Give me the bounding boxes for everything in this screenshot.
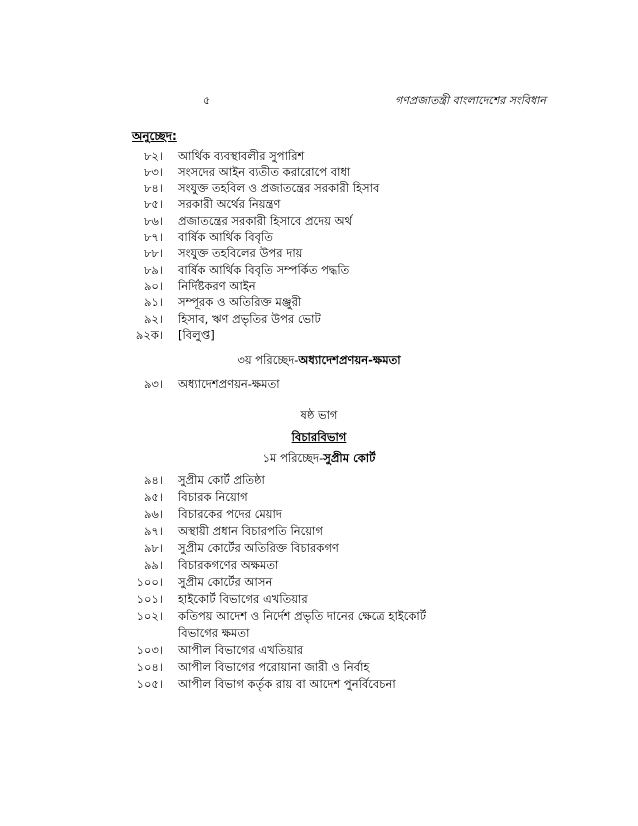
list-item <box>0 196 638 212</box>
article-title: সম্পূরক ও অতিরিক্ত মঞ্জুরী <box>178 295 302 309</box>
list-item <box>0 523 638 539</box>
list-item <box>0 659 638 675</box>
list-item <box>0 376 638 392</box>
article-number: ৯৬। <box>143 507 163 521</box>
article-title: বিচারক নিয়োগ <box>178 490 248 504</box>
toc-label: অনুচ্ছেদ: <box>132 129 177 143</box>
article-title: সংযুক্ত তহবিল ও প্রজাতন্ত্রের সরকারী হিসাব <box>178 181 380 195</box>
article-title: আর্থিক ব্যবস্থাবলীর সুপারিশ <box>178 149 305 163</box>
list-item <box>0 278 638 294</box>
article-title: সুপ্রীম কোর্টের আসন <box>178 575 273 589</box>
article-number: ৯১। <box>143 295 163 309</box>
article-number: ৮৮। <box>143 246 163 260</box>
article-number: ৮৯। <box>143 263 163 277</box>
list-item <box>0 506 638 522</box>
article-number: ৮২। <box>143 149 163 163</box>
list-item <box>0 180 638 196</box>
article-title: সরকারী অর্থের নিয়ন্ত্রণ <box>178 197 281 211</box>
list-item <box>0 591 638 607</box>
list-item <box>0 557 638 573</box>
article-number: ৯২ক। <box>135 328 163 342</box>
list-item <box>0 642 638 658</box>
list-item <box>0 245 638 261</box>
article-number: ৯০। <box>143 279 163 293</box>
article-number: ১০২। <box>136 609 163 623</box>
list-item <box>0 540 638 556</box>
article-title: বিচারকের পদের মেয়াদ <box>178 507 282 521</box>
list-item <box>0 489 638 505</box>
article-number: ৯৩। <box>143 377 163 391</box>
chapter-title: সুপ্রীম কোর্ট <box>323 451 376 465</box>
list-item <box>0 294 638 310</box>
article-title: [বিলুপ্ত] <box>178 328 215 342</box>
article-title: আপীল বিভাগের এখতিয়ার <box>178 643 304 657</box>
article-title: সংসদের আইন ব্যতীত করারোপে বাধা <box>178 165 351 179</box>
article-title: সংযুক্ত তহবিলের উপর দায় <box>178 246 303 260</box>
article-title: বার্ষিক আর্থিক বিবৃতি <box>178 230 273 244</box>
list-item <box>0 472 638 488</box>
chapter-heading <box>0 352 638 371</box>
article-title: আপীল বিভাগের পরোয়ানা জারী ও নির্বাহ <box>178 660 370 674</box>
list-item <box>0 148 638 164</box>
list-item <box>0 229 638 245</box>
article-number: ৯৫। <box>143 490 163 504</box>
article-title: হিসাব, ঋণ প্রভৃতির উপর ভোট <box>178 312 321 326</box>
article-number: ৯৭। <box>143 524 163 538</box>
article-number: ৯৪। <box>143 473 163 487</box>
article-title: হাইকোর্ট বিভাগের এখতিয়ার <box>178 592 308 606</box>
article-title: অধ্যাদেশপ্রণয়ন-ক্ষমতা <box>178 377 280 391</box>
article-number: ৯৮। <box>143 541 163 555</box>
article-title: অস্থায়ী প্রধান বিচারপতি নিয়োগ <box>178 524 323 538</box>
list-item <box>0 608 638 640</box>
list-item <box>0 574 638 590</box>
article-number: ৮৩। <box>143 165 163 179</box>
article-number: ৮৬। <box>143 214 163 228</box>
article-number: ১০৩। <box>136 643 163 657</box>
chapter-prefix: ৩য় পরিচ্ছেদ- <box>237 353 299 367</box>
list-item <box>0 262 638 278</box>
chapter-prefix: ১ম পরিচ্ছেদ- <box>262 451 324 465</box>
list-item <box>0 311 638 327</box>
part-heading: ষষ্ঠ ভাগ <box>300 408 338 422</box>
article-title: নির্দিষ্টকরণ আইন <box>178 279 256 293</box>
article-title: সুপ্রীম কোর্টের অতিরিক্ত বিচারকগণ <box>178 541 339 555</box>
article-title-continuation: বিভাগের ক্ষমতা <box>178 626 250 640</box>
article-number: ১০৫। <box>136 677 163 691</box>
article-number: ১০০। <box>136 575 163 589</box>
article-number: ৯৯। <box>143 558 163 572</box>
article-title: সুপ্রীম কোর্ট প্রতিষ্ঠা <box>178 473 265 487</box>
article-number: ১০১। <box>136 592 163 606</box>
article-number: ৮৫। <box>143 197 163 211</box>
article-title: বার্ষিক আর্থিক বিবৃতি সম্পর্কিত পদ্ধতি <box>178 263 350 277</box>
list-item <box>0 164 638 180</box>
article-title: আপীল বিভাগ কর্তৃক রায় বা আদেশ পুনর্বিবেচনা <box>178 677 396 691</box>
list-item <box>0 327 638 343</box>
article-number: ১০৪। <box>136 660 163 674</box>
list-item <box>0 676 638 692</box>
article-number: ৯২। <box>143 312 163 326</box>
running-title: গণপ্রজাতন্ত্রী বাংলাদেশের সংবিধান <box>395 94 546 107</box>
page-number: ৫ <box>203 94 211 107</box>
article-number: ৮৭। <box>143 230 163 244</box>
chapter-title: অধ্যাদেশপ্রণয়ন-ক্ষমতা <box>298 353 401 367</box>
chapter-heading <box>0 450 638 469</box>
article-title: প্রজাতন্ত্রের সরকারী হিসাবে প্রদেয় অর্থ <box>178 214 353 228</box>
list-item <box>0 213 638 229</box>
part-title: বিচারবিভাগ <box>291 430 347 444</box>
article-title: কতিপয় আদেশ ও নির্দেশ প্রভৃতি দানের ক্ষেত্রে হাইকোর্ট <box>178 609 427 623</box>
article-number: ৮৪। <box>143 181 163 195</box>
article-title: বিচারকগণের অক্ষমতা <box>178 558 279 572</box>
